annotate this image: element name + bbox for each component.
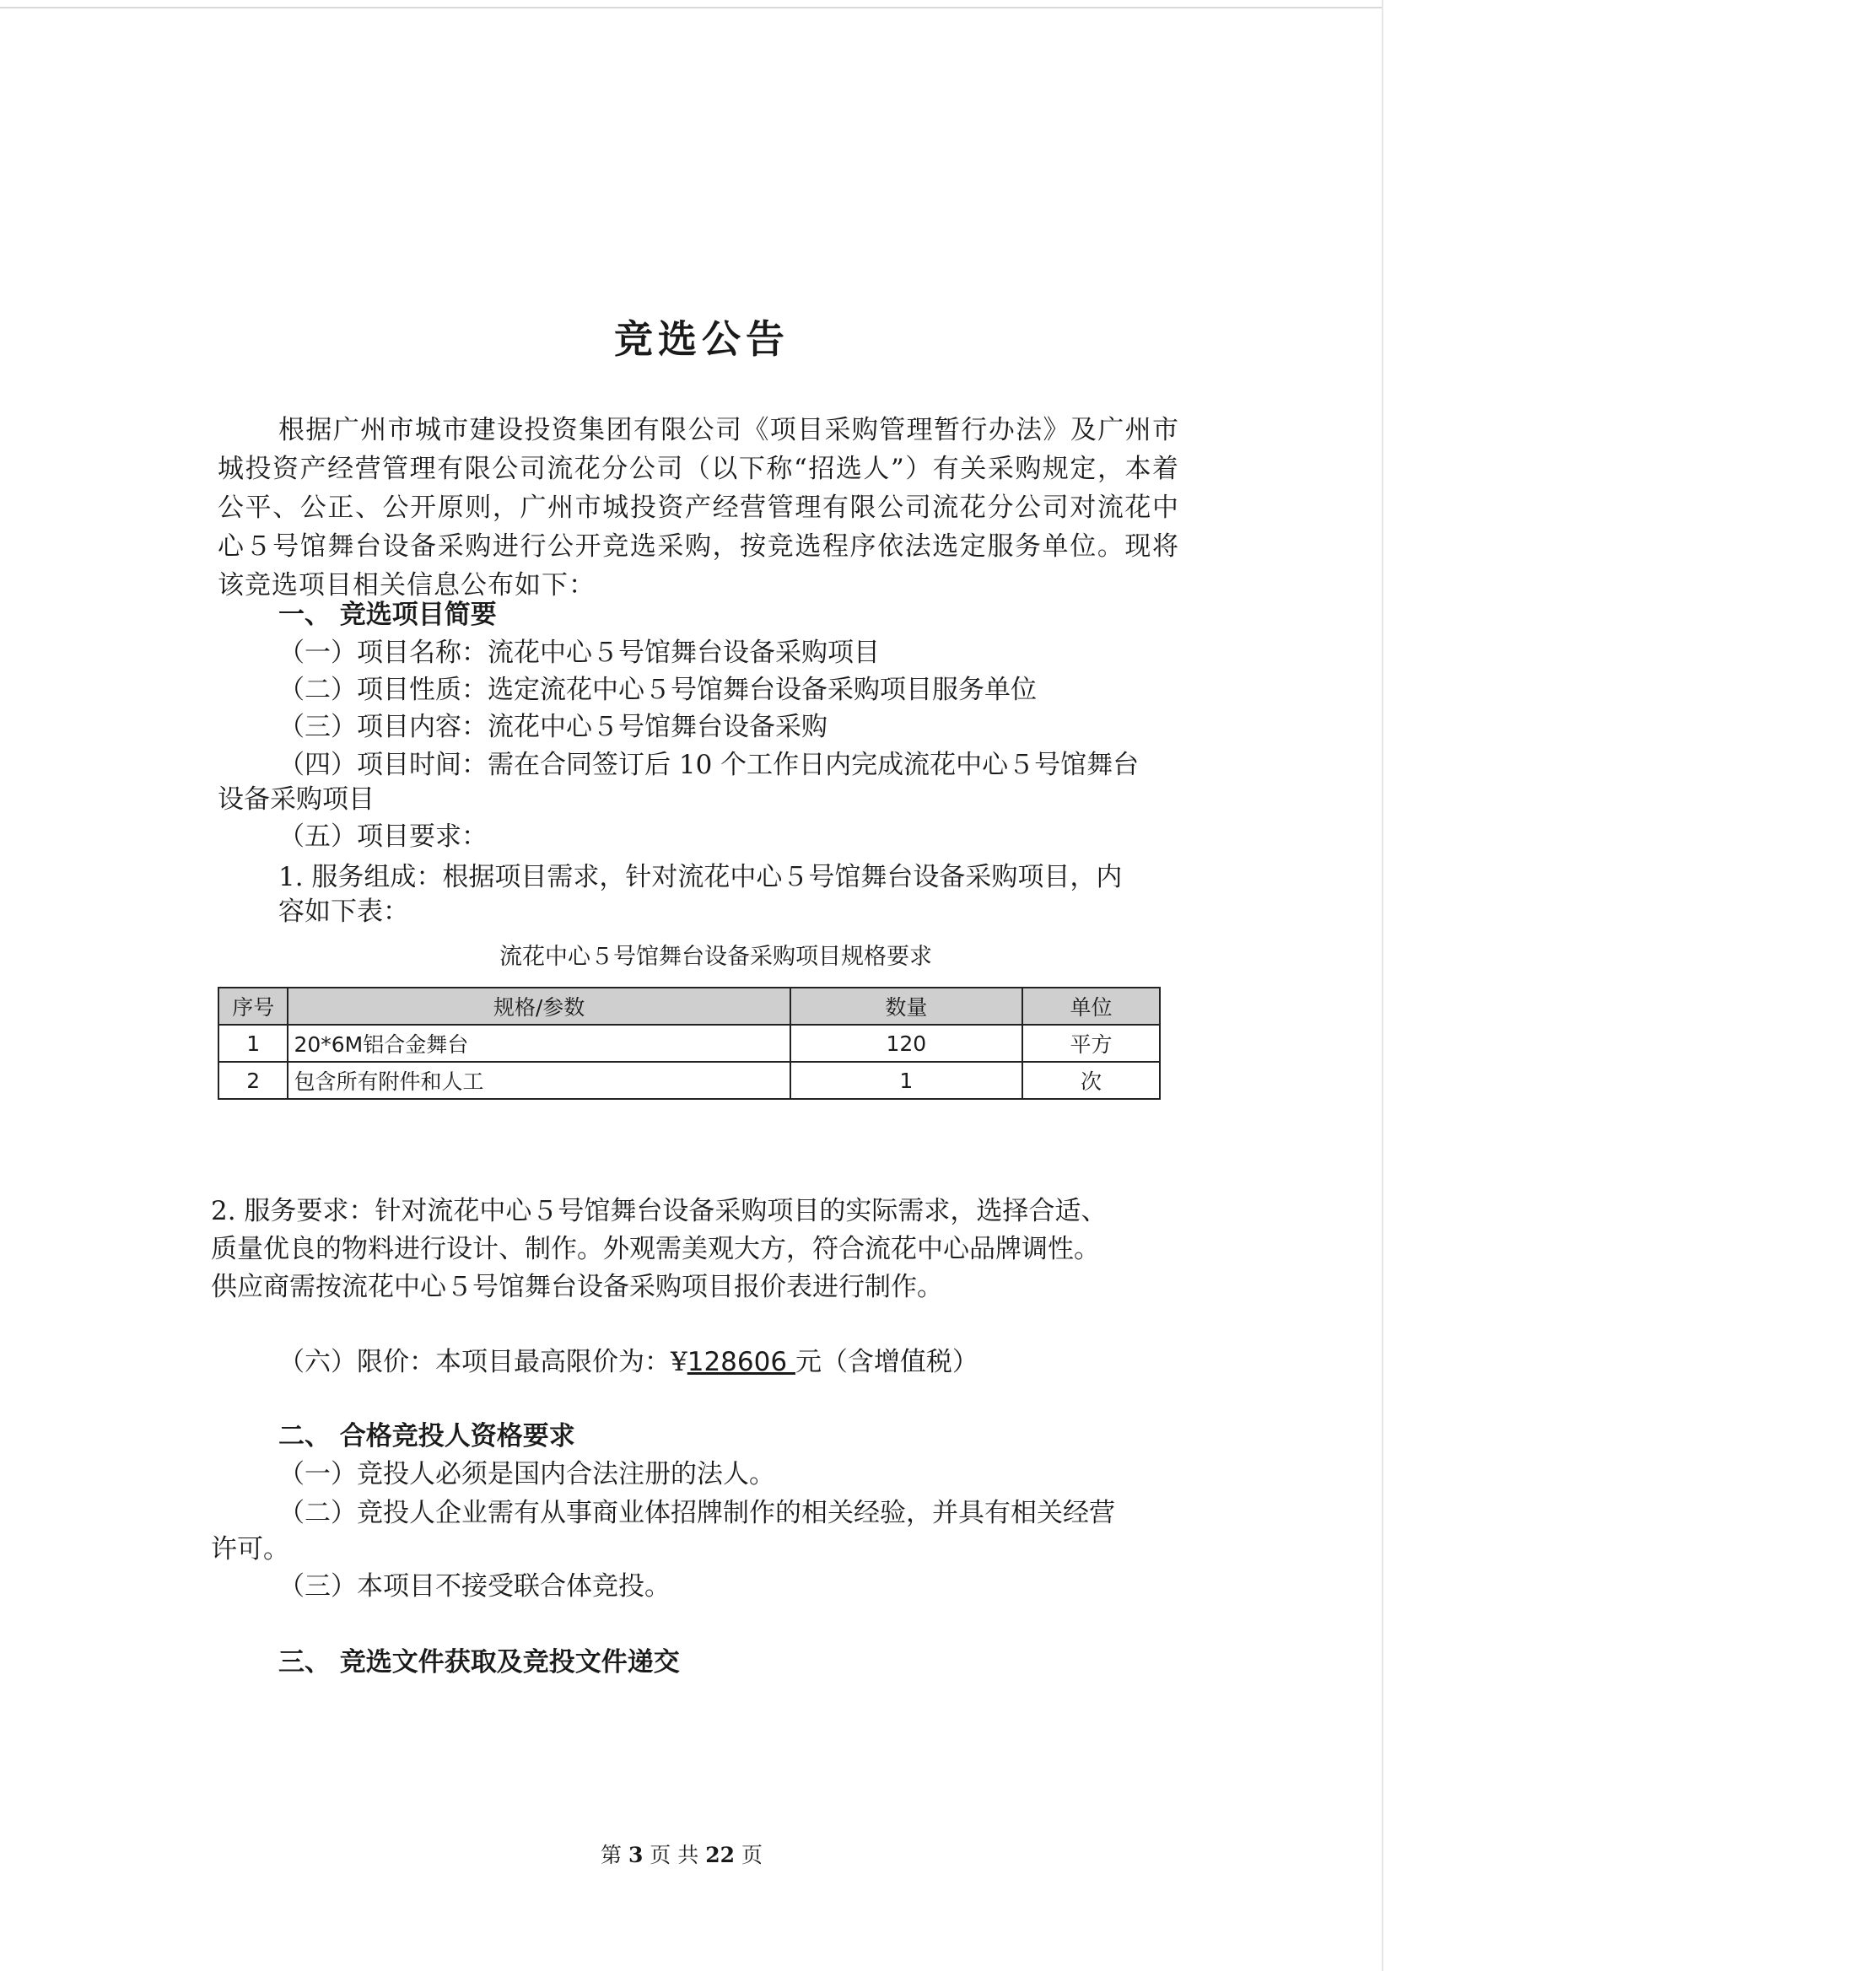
section3-heading: 三、 竞选文件获取及竞投文件递交	[278, 1647, 680, 1678]
price-limit	[278, 1343, 978, 1381]
service-composition: 1. 服务组成：根据项目需求，针对流花中心５号馆舞台设备采购项目，内	[278, 862, 1123, 892]
cell-unit: 次	[1022, 1062, 1160, 1099]
page-footer	[601, 1839, 763, 1869]
table-caption: 流花中心５号馆舞台设备采购项目规格要求	[499, 944, 932, 970]
item-project-content: （三）项目内容：流花中心５号馆舞台设备采购	[278, 712, 827, 742]
footer-page-number: 3	[628, 1843, 644, 1867]
price-suffix: 元（含增值税）	[795, 1347, 978, 1377]
scan-edge-right	[1382, 0, 1383, 1971]
cell-quantity: 120	[790, 1025, 1022, 1062]
qualification-3: （三）本项目不接受联合体竞投。	[278, 1571, 671, 1602]
item-project-nature: （二）项目性质：选定流花中心５号馆舞台设备采购项目服务单位	[278, 675, 1037, 705]
intro-paragraph: 根据广州市城市建设投资集团有限公司《项目采购管理暂行办法》及广州市城投资产经营管理有限公司流花分公司（以下称“招选人”）有关采购规定，本着公平、公正、公开原则，广州市城投资产经营管理有限公司流花分公司对流花中心５号馆舞台设备采购进行公开竞选采购，按竞选程序依法选定服务单位。现将该竞选项目相关信息公布如下：	[218, 415, 1179, 600]
service-requirements-cont1: 质量优良的物料进行设计、制作。外观需美观大方，符合流花中心品牌调性。	[211, 1234, 1100, 1264]
cell-spec: 20*6M铝合金舞台	[288, 1025, 790, 1062]
item-project-time: （四）项目时间：需在合同签订后 10 个工作日内完成流花中心５号馆舞台	[278, 750, 1140, 780]
cell-index: 1	[218, 1025, 288, 1062]
footer-prefix: 第	[601, 1843, 628, 1867]
section1-heading: 一、 竞选项目简要	[278, 600, 497, 630]
header-spec: 规格/参数	[288, 988, 790, 1025]
scan-edge-top	[0, 7, 1383, 8]
footer-suffix: 页	[735, 1843, 763, 1867]
header-unit: 单位	[1022, 988, 1160, 1025]
header-index: 序号	[218, 988, 288, 1025]
qualification-2: （二）竞投人企业需有从事商业体招牌制作的相关经验，并具有相关经营	[278, 1498, 1115, 1528]
item-project-requirements: （五）项目要求：	[278, 821, 488, 852]
qualification-2-cont: 许可。	[211, 1534, 289, 1564]
service-requirements-cont2: 供应商需按流花中心５号馆舞台设备采购项目报价表进行制作。	[211, 1272, 943, 1302]
qualification-1: （一）竞投人必须是国内合法注册的法人。	[278, 1459, 775, 1489]
page-title: 竞选公告	[614, 316, 790, 362]
service-composition-cont: 容如下表：	[278, 897, 409, 927]
cell-index: 2	[218, 1062, 288, 1099]
footer-middle: 页 共	[643, 1843, 706, 1867]
table-row	[218, 1025, 1160, 1062]
price-value: 128606	[687, 1347, 795, 1377]
header-quantity: 数量	[790, 988, 1022, 1025]
footer-total-pages: 22	[705, 1843, 735, 1867]
table-row	[218, 1062, 1160, 1099]
service-requirements: 2. 服务要求：针对流花中心５号馆舞台设备采购项目的实际需求，选择合适、	[211, 1196, 1108, 1226]
spec-table	[218, 987, 1161, 1100]
cell-unit: 平方	[1022, 1025, 1160, 1062]
item-project-name: （一）项目名称：流花中心５号馆舞台设备采购项目	[278, 638, 880, 668]
table-header-row	[218, 988, 1160, 1025]
cell-spec: 包含所有附件和人工	[288, 1062, 790, 1099]
cell-quantity: 1	[790, 1062, 1022, 1099]
price-prefix: （六）限价：本项目最高限价为：¥	[278, 1347, 687, 1377]
section2-heading: 二、 合格竞投人资格要求	[278, 1421, 575, 1451]
item-project-time-cont: 设备采购项目	[218, 784, 375, 815]
